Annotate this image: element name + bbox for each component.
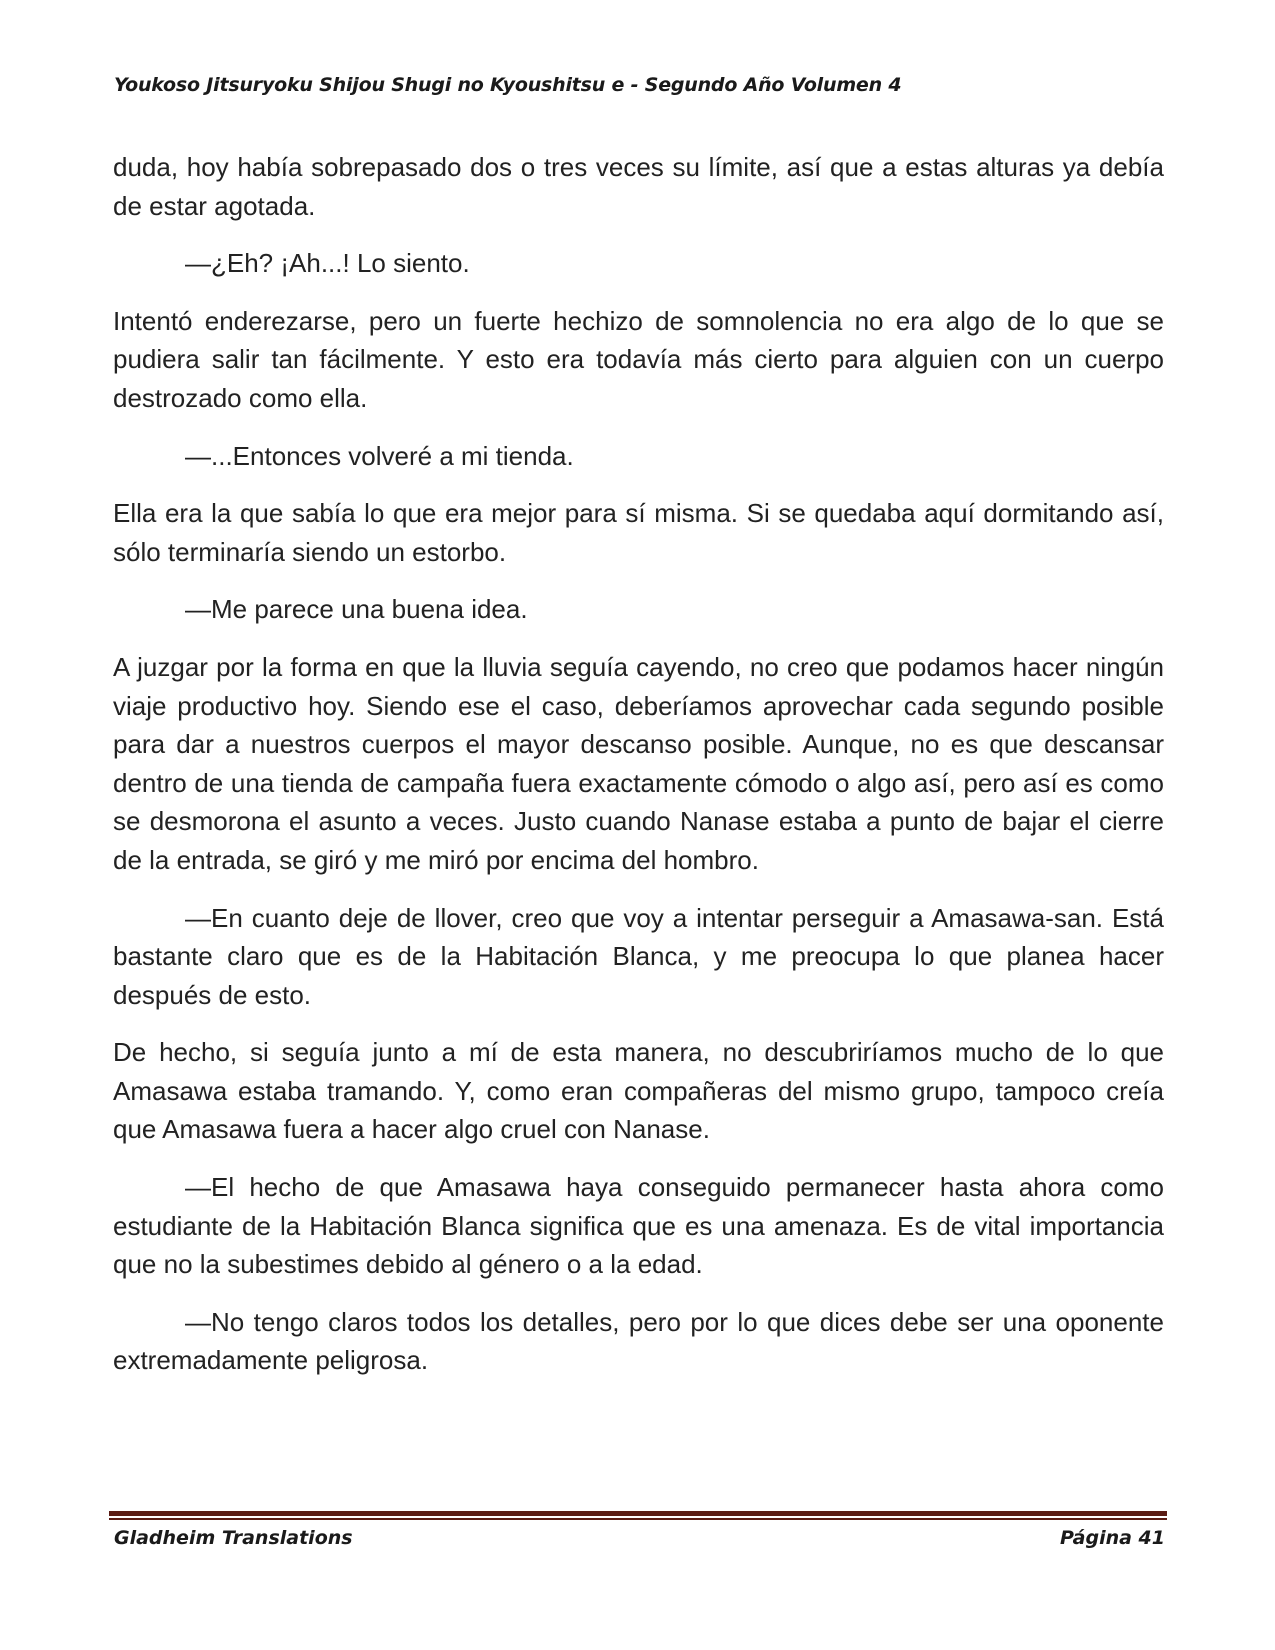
footer-divider-thin: [109, 1518, 1167, 1520]
footer-page-number: Página 41: [1059, 1527, 1165, 1549]
dialogue-paragraph: —...Entonces volveré a mi tienda.: [185, 440, 574, 471]
dialogue-paragraph: —No tengo claros todos los detalles, pero por lo que dices debe ser una oponente extremadamente peligrosa.: [113, 1306, 1164, 1376]
paragraph: Ella era la que sabía lo que era mejor para sí misma. Si se quedaba aquí dormitando así, sólo terminaría siendo un estorbo.: [113, 498, 1164, 567]
paragraph: Intentó enderezarse, pero un fuerte hechizo de somnolencia no era algo de lo que se pudiera salir tan fácilmente. Y esto era todavía más cierto para alguien con un cuerpo destrozado como ella.: [113, 305, 1164, 413]
body-text: [113, 148, 1164, 1399]
dialogue-paragraph: —¿Eh? ¡Ah...! Lo siento.: [185, 248, 470, 279]
footer-publisher: Gladheim Translations: [114, 1527, 353, 1549]
dialogue-paragraph: —El hecho de que Amasawa haya conseguido permanecer hasta ahora como estudiante de la Habitación Blanca significa que es una amenaza. Es de vital importancia que no la subestimes debido al género o a la edad.: [113, 1172, 1164, 1280]
running-header: Youkoso Jitsuryoku Shijou Shugi no Kyoushitsu e - Segundo Año Volumen 4: [114, 74, 902, 96]
paragraph: De hecho, si seguía junto a mí de esta manera, no descubriríamos mucho de lo que Amasawa estaba tramando. Y, como eran compañeras del mismo grupo, tampoco creía que Amasawa fuera a hacer algo cruel con Nanase.: [113, 1037, 1164, 1145]
paragraph: A juzgar por la forma en que la lluvia seguía cayendo, no creo que podamos hacer ningún viaje productivo hoy. Siendo ese el caso, deberíamos aprovechar cada segundo posible para dar a nuestros cuerpos el mayor descanso posible. Aunque, no es que descansar dentro de una tienda de campaña fuera exactamente cómodo o algo así, pero así es como se desmorona el asunto a veces. Justo cuando Nanase estaba a punto de bajar el cierre de la entrada, se giró y me miró por encima del hombro.: [113, 651, 1164, 875]
dialogue-paragraph: —Me parece una buena idea.: [185, 594, 528, 625]
paragraph: duda, hoy había sobrepasado dos o tres veces su límite, así que a estas alturas ya debía de estar agotada.: [113, 152, 1164, 221]
dialogue-paragraph: —En cuanto deje de llover, creo que voy a intentar perseguir a Amasawa-san. Está bastante claro que es de la Habitación Blanca, y me preocupa lo que planea hacer después de esto.: [113, 902, 1164, 1010]
